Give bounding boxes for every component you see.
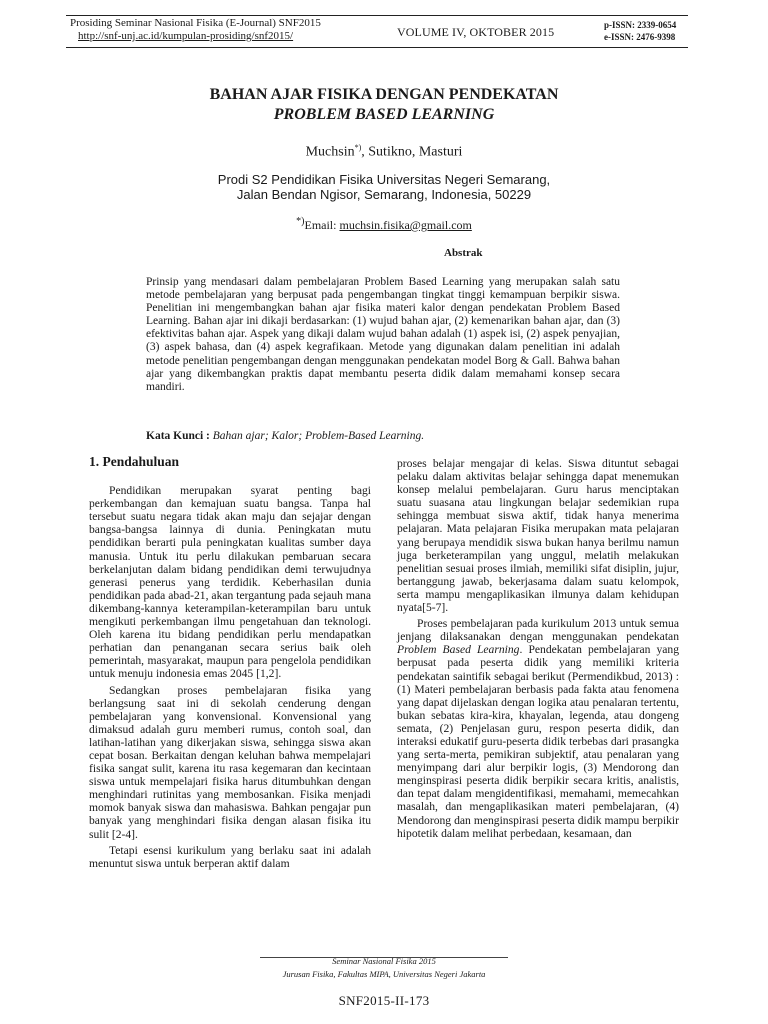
volume-label: VOLUME IV, OKTOBER 2015 <box>397 25 555 39</box>
body-column-right <box>397 457 679 843</box>
footer-institution: Jurusan Fisika, Fakultas MIPA, Universitas Negeri Jakarta <box>282 969 486 979</box>
paragraph: Sedangkan proses pembelajaran fisika yang berlangsung saat ini di sekolah cenderung dengan pembelajaran yang konvensional. Konvensional yang dimaksud adalah guru memberi rumus, contoh soal, dan latihan-latihan yang dikerjakan siswa, sehingga siswa akan cepat bosan. Berkaitan dengan keluhan bahwa mempelajari fisika sangat sulit, karena itu rasa kegemaran dan kecintaan siswa untuk mempelajari fisika harus ditumbuhkan dengan menghindari rutinitas yang membosankan. Fisika menjadi momok banyak siswa dan mahasiswa. Bahkan pengajar pun banyak yang menghindari fisika dengan alasan fisika itu sulit [2-4]. <box>89 683 371 841</box>
paragraph-text: Proses pembelajaran pada kurikulum 2013 untuk semua jenjang dilaksanakan dengan menggunakan pendekatan <box>397 617 679 644</box>
email-mark: *) <box>296 216 305 227</box>
pbl-term: Problem Based Learning <box>397 643 520 657</box>
author-list <box>0 143 768 161</box>
paragraph: Tetapi esensi kurikulum yang berlaku saat ini adalah menuntut siswa untuk berperan aktif dalam <box>89 843 371 870</box>
paragraph: Pendidikan merupakan syarat penting bagi perkembangan dan kemajuan suatu bangsa. Tanpa hal tersebut suatu negara tidak akan maju dan sejajar dengan bangsa-bangsa lainnya di dunia. Peningkatan mutu pendidikan berarti pula peningkatan kualitas sumber daya manusia. Untuk itu perlu dilakukan pembaruan secara berkelanjutan dalam bidang pendidikan demi terwujudnya generasi penerus yang terdidik. Keberhasilan dunia pendidikan pada abad-21, akan tergantung pada sejauh mana dikembang-kannya keterampilan-keterampilan baru untuk mengikuti perkembangan ilmu pengetahuan dan teknologi. Oleh karena itu bidang pendidikan perlu mendapatkan perhatian dan penanganan secara serius baik oleh pemerintah, masyarakat, maupun para pengelola pendidikan untuk menuju indonesia emas 2045 [1,2]. <box>89 484 371 681</box>
abstract-text: Prinsip yang mendasari dalam pembelajaran Problem Based Learning yang merupakan salah satu metode pembelajaran yang berpusat pada pengembangan tingkat tinggi kemampuan berpikir siswa. Penelitian ini mengembangkan bahan ajar fisika materi kalor dengan pendekatan Problem Based Learning. Bahan ajar ini dikaji berdasarkan: (1) wujud bahan ajar, (2) kemenarikan bahan ajar, dan (3) efektivitas bahan ajar. Aspek yang dikaji dalam wujud bahan adalah (1) aspek isi, (2) aspek penyajian, (3) aspek bahasa, dan (4) aspek kegrafikaan. Metode yang digunakan dalam penelitian ini adalah metode penelitian pengembangan dengan menggunakan pendekatan model Borg & Gall. Bahwa bahan ajar yang dikembangkan praktis dapat membantu peserta didik dalam memahami konsep secara mandiri. <box>146 276 620 393</box>
keywords-line <box>146 430 424 442</box>
author-rest: , Sutikno, Masturi <box>361 144 463 160</box>
email-link[interactable]: muchsin.fisika@gmail.com <box>339 218 472 232</box>
email-label: Email: <box>304 218 340 232</box>
paragraph <box>397 617 679 840</box>
p-issn: p-ISSN: 2339-0654 <box>604 20 677 30</box>
body-column-left <box>89 455 371 873</box>
section-title: 1. Pendahuluan <box>89 454 180 469</box>
paragraph: proses belajar mengajar di kelas. Siswa dituntut sebagai pelaku dalam aktivitas belajar sehingga dapat menemukan konsep melalui pembelajaran. Guru harus menciptakan suatu suasana atau lingkungan belajar sedemikian rupa sehingga membuat siswa aktif, tidak hanya menerima pelajaran. Mata pelajaran Fisika merupakan mata pelajaran yang berupaya mendidik siswa bukan hanya berilmu namun juga berketerampilan yang unggul, melatih melakukan penelitian sesuai proses ilmiah, memiliki sifat disiplin, jujur, bertanggung jawab, bekerjasama dalam suatu kelompok, serta mampu mengaplikasikan ilmunya dalam kehidupan nyata[5-7]. <box>397 457 679 615</box>
header-top-rule <box>66 15 688 16</box>
keywords-text: Bahan ajar; Kalor; Problem-Based Learning. <box>209 430 425 442</box>
paper-title-line1: BAHAN AJAR FISIKA DENGAN PENDEKATAN <box>209 86 559 103</box>
affiliation-line2: Jalan Bendan Ngisor, Semarang, Indonesia, 50229 <box>236 187 532 202</box>
journal-name: Prosiding Seminar Nasional Fisika (E-Journal) SNF2015 <box>70 17 321 29</box>
page-number: SNF2015-II-173 <box>338 993 430 1008</box>
paper-title-line2: PROBLEM BASED LEARNING <box>273 106 495 123</box>
author-mark: *) <box>354 143 362 152</box>
e-issn: e-ISSN: 2476-9398 <box>604 32 676 42</box>
header-journal-info <box>70 17 321 43</box>
email-line <box>0 216 768 233</box>
author-first: Muchsin <box>305 144 355 160</box>
paragraph-text: . Pendekatan pembelajaran yang berpusat pada peserta didik yang memiliki kriteria pendekatan saintifik sebagai berikut (Permendikbud, 2013) : (1) Materi pembelajaran berbasis pada fakta atau fenomena yang dapat dijelaskan dengan logika atau penalaran tertentu, bukan sebatas kira-kira, khayalan, legenda, atau dongeng semata, (2) Penjelasan guru, respon peserta didik, dan interaksi edukatif guru-peserta didik terbebas dari prasangka yang serta-merta, pemikiran subjektif, atau penalaran yang menyimpang dari alur berpikir logis, (3) Mendorong dan menginspirasi peserta didik berpikir secara kritis, analistis, dan tepat dalam mengidentifikasi, memahami, memecahkan masalah, dan mengaplikasikan materi pembelajaran, (4) Mendorong dan menginspirasi peserta didik mampu berpikir hipotetik dalam melihat perbedaan, kesamaan, dan <box>397 643 679 840</box>
footer-seminar: Seminar Nasional Fisika 2015 <box>332 956 436 966</box>
journal-url-link[interactable]: http://snf-unj.ac.id/kumpulan-prosiding/snf2015/ <box>78 30 294 42</box>
keywords-label: Kata Kunci : <box>146 430 210 442</box>
issn-block <box>604 19 676 43</box>
header-bottom-rule <box>66 47 688 48</box>
abstract-heading: Abstrak <box>444 247 483 259</box>
affiliation-line1: Prodi S2 Pendidikan Fisika Universitas Negeri Semarang, <box>217 172 551 187</box>
